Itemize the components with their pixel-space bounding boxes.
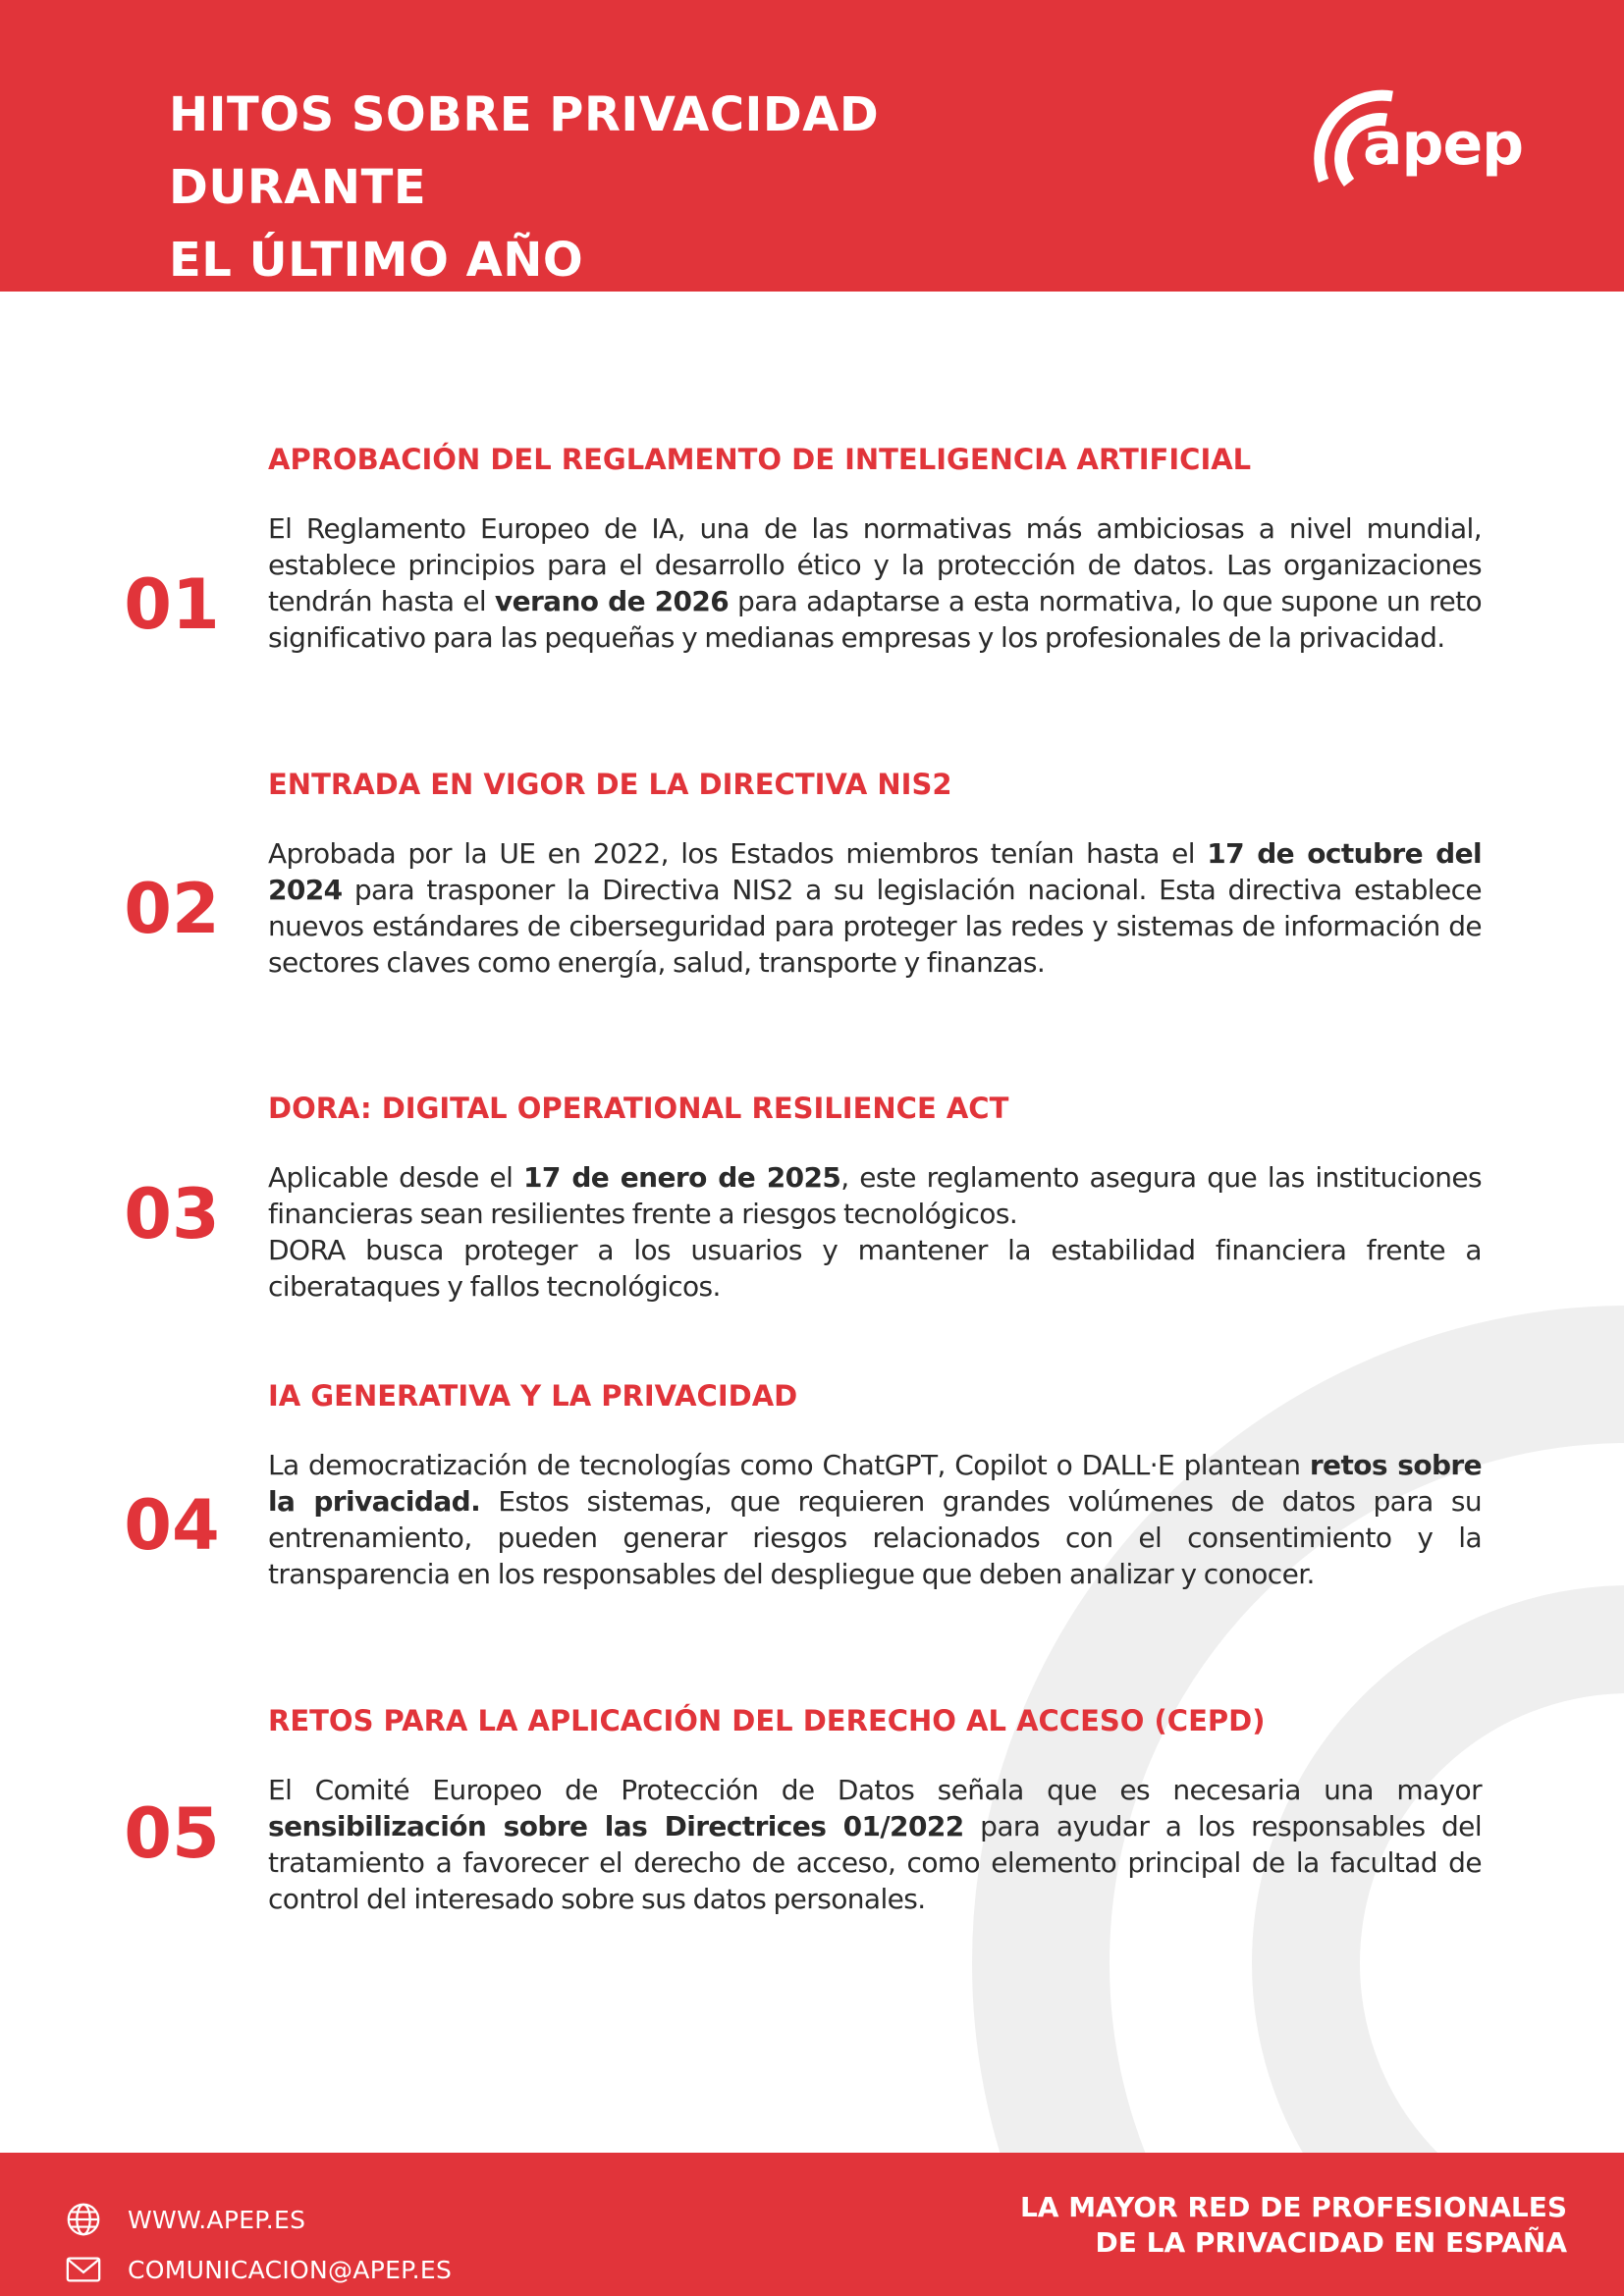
email-link[interactable]: COMUNICACION@APEP.ES: [128, 2255, 453, 2284]
milestone-description: [268, 835, 1482, 981]
milestone-number: 03: [124, 1174, 220, 1255]
footer-banner: [0, 2153, 1624, 2296]
email-contact[interactable]: [65, 2250, 452, 2289]
header-banner: [0, 0, 1624, 292]
milestone-text: Estos sistemas, que requieren grandes volúmenes de datos para su entrenamiento, pueden generar riesgos relacionados con el consentimiento y la transparencia en los responsables del despliegue que deben analizar y conocer.: [268, 1485, 1482, 1590]
milestone-text: para adaptarse a esta normativa, lo que supone un reto significativo para las pequeñas y medianas empresas y los profesionales de la privacidad.: [268, 585, 1482, 654]
milestone-title: DORA: DIGITAL OPERATIONAL RESILIENCE ACT: [268, 1092, 1009, 1125]
milestone-highlight: 17 de enero de 2025: [523, 1161, 841, 1194]
milestone-text: para ayudar a los responsables del tratamiento a favorecer el derecho de acceso, como elemento principal de la facultad de control del interesado sobre sus datos personales.: [268, 1810, 1482, 1915]
mail-icon: [65, 2251, 102, 2288]
milestone-text: La democratización de tecnologías como ChatGPT, Copilot o DALL·E plantean: [268, 1449, 1310, 1481]
globe-icon: [65, 2201, 102, 2238]
milestone-number: 01: [124, 564, 220, 645]
milestone-text: El Reglamento Europeo de IA, una de las normativas más ambiciosas a nivel mundial, establece principios para el desarrollo ético y la protección de datos. Las organizaciones tendrán hasta el: [268, 512, 1482, 617]
milestone-title: IA GENERATIVA Y LA PRIVACIDAD: [268, 1379, 798, 1413]
milestone-number: 04: [124, 1485, 220, 1566]
milestone-text: El Comité Europeo de Protección de Datos señala que es necesaria una mayor: [268, 1774, 1482, 1806]
page-title-line-2: EL ÚLTIMO AÑO: [169, 233, 584, 288]
milestone-highlight: 17 de octubre del 2024: [268, 837, 1482, 906]
milestone-highlight: retos sobre la privacidad.: [268, 1449, 1483, 1518]
milestone-text: , este reglamento asegura que las instituciones financieras sean resilientes frente a riesgos tecnológicos.: [268, 1161, 1483, 1230]
website-contact[interactable]: [65, 2200, 305, 2239]
milestone-text: DORA busca proteger a los usuarios y mantener la estabilidad financiera frente a ciberataques y fallos tecnológicos.: [268, 1234, 1482, 1303]
milestone-description: [268, 1159, 1482, 1305]
milestone-description: [268, 1772, 1482, 1917]
page-title-line-1: HITOS SOBRE PRIVACIDAD DURANTE: [169, 87, 880, 215]
footer-tagline-line-2: DE LA PRIVACIDAD EN ESPAÑA: [1095, 2226, 1567, 2259]
milestone-text: Aplicable desde el: [268, 1161, 523, 1194]
milestone-title: RETOS PARA LA APLICACIÓN DEL DERECHO AL ACCESO (CEPD): [268, 1704, 1266, 1737]
apep-logo: apep: [1363, 110, 1524, 179]
milestone-text: Aprobada por la UE en 2022, los Estados miembros tenían hasta el: [268, 837, 1208, 870]
milestone-number: 05: [124, 1793, 220, 1874]
milestone-number: 02: [124, 869, 220, 949]
milestone-description: [268, 510, 1482, 656]
page-title: [169, 79, 1151, 296]
milestone-highlight: sensibilización sobre las Directrices 01/2022: [268, 1810, 964, 1842]
milestone-description: [268, 1447, 1482, 1592]
footer-tagline: [1020, 2190, 1567, 2261]
footer-tagline-line-1: LA MAYOR RED DE PROFESIONALES: [1019, 2191, 1567, 2223]
milestone-title: ENTRADA EN VIGOR DE LA DIRECTIVA NIS2: [268, 768, 952, 801]
website-link[interactable]: WWW.APEP.ES: [128, 2205, 306, 2234]
milestone-highlight: verano de 2026: [494, 585, 730, 617]
milestone-title: APROBACIÓN DEL REGLAMENTO DE INTELIGENCIA ARTIFICIAL: [268, 443, 1252, 476]
milestone-text: para trasponer la Directiva NIS2 a su legislación nacional. Esta directiva establece nuevos estándares de ciberseguridad para proteger las redes y sistemas de información de sectores claves como energía, salud, transporte y finanzas.: [268, 874, 1482, 979]
